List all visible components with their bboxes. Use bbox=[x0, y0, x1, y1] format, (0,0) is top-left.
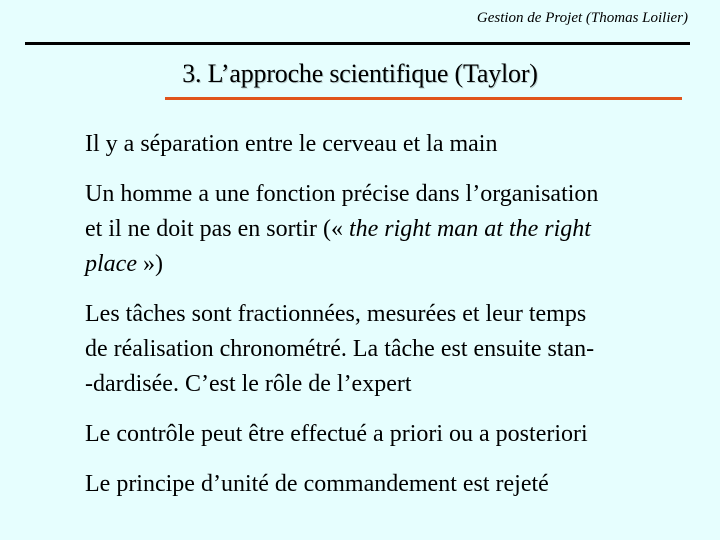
bullet-line: Le principe d’unité de commandement est rejeté bbox=[85, 471, 549, 497]
title-underline bbox=[165, 97, 682, 100]
bullet-line: -dardisée. C’est le rôle de l’expert bbox=[85, 371, 412, 397]
bullet-line-mixed-end: place ») bbox=[85, 251, 163, 277]
bullet-list bbox=[85, 127, 700, 517]
bullet-line: Les tâches sont fractionnées, mesurées et leur temps bbox=[85, 301, 587, 327]
bullet-line: Le contrôle peut être effectué a priori ou a posteriori bbox=[85, 421, 588, 447]
bullet-line-mixed: et il ne doit pas en sortir (« the right man at the right bbox=[85, 216, 591, 242]
bullet-line: Il y a séparation entre le cerveau et la main bbox=[85, 131, 498, 157]
bullet-unite bbox=[85, 467, 700, 502]
bullet-right-man bbox=[85, 177, 700, 282]
bullet-taches bbox=[85, 297, 700, 402]
bullet-line-plain: Un homme a une fonction précise dans l’organisation bbox=[85, 181, 599, 207]
bullet-separation bbox=[85, 127, 700, 162]
top-divider bbox=[25, 42, 690, 45]
bullet-controle bbox=[85, 417, 700, 452]
slide-title: 3. L’approche scientifique (Taylor) bbox=[182, 59, 538, 88]
bullet-line: de réalisation chronométré. La tâche est ensuite stan- bbox=[85, 336, 595, 362]
header-note: Gestion de Projet (Thomas Loilier) bbox=[476, 10, 688, 26]
